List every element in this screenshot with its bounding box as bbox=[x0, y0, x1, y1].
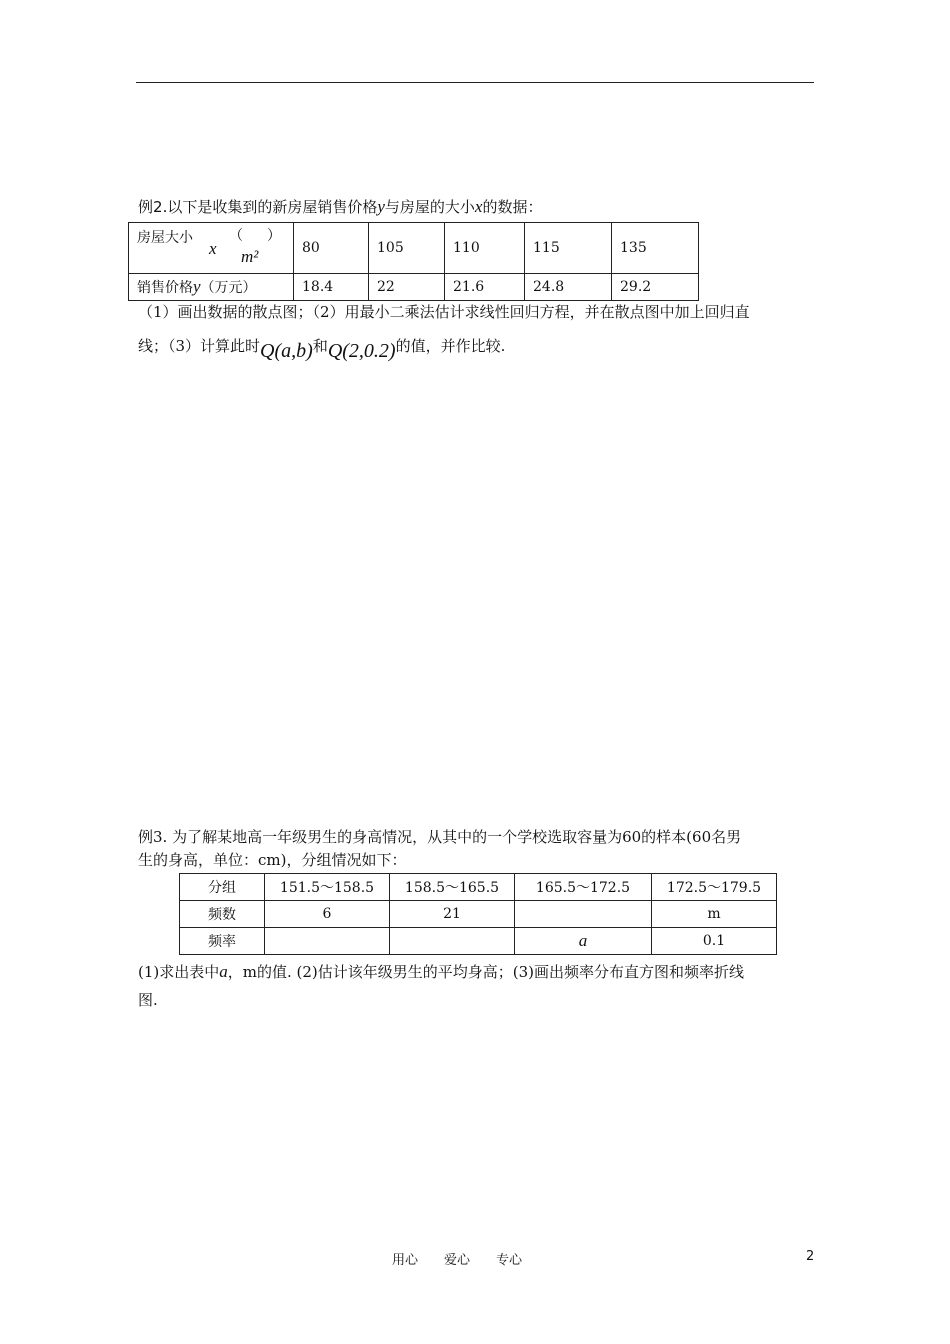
header-rule bbox=[136, 82, 814, 83]
row-header-size bbox=[129, 223, 294, 274]
example3-question-line1 bbox=[138, 962, 744, 982]
intro-text: .以下是收集到的新房屋销售价格 bbox=[162, 198, 378, 216]
header-unit: （万元） bbox=[200, 280, 257, 296]
question-text: 线；（3）计算此时 bbox=[138, 337, 261, 355]
table-header-cell: 158.5～165.5 bbox=[390, 874, 515, 901]
table-cell: 18.4 bbox=[294, 274, 369, 301]
table-cell: 135 bbox=[612, 223, 699, 274]
table-cell: 105 bbox=[369, 223, 445, 274]
header-unit: m² bbox=[241, 247, 259, 266]
example2-intro bbox=[138, 197, 542, 217]
table-cell: 29.2 bbox=[612, 274, 699, 301]
row-label-frequency: 频数 bbox=[180, 901, 265, 928]
formula-q-ab: Q(a,b) bbox=[260, 340, 313, 362]
formula-q-2-02: Q(2,0.2) bbox=[327, 340, 396, 362]
table-row bbox=[180, 928, 777, 955]
paren-open: （ bbox=[229, 228, 243, 244]
footer-center: 用心 爱心 专心 bbox=[392, 1253, 523, 1268]
example3-intro-line1: 例3. 为了解某地高一年级男生的身高情况，从其中的一个学校选取容量为60的样本(60名男 bbox=[138, 828, 742, 846]
table-header-cell: 分组 bbox=[180, 874, 265, 901]
intro-end: 的数据： bbox=[482, 198, 543, 216]
question-text: (1)求出表中 bbox=[138, 963, 220, 981]
example3-question-line2: 图. bbox=[138, 991, 158, 1009]
table-cell: 6 bbox=[265, 901, 390, 928]
table-row bbox=[180, 874, 777, 901]
header-var: x bbox=[209, 239, 217, 258]
header-label: 房屋大小 bbox=[137, 230, 193, 246]
intro-mid: 与房屋的大小 bbox=[384, 198, 475, 216]
header-label: 销售价格 bbox=[137, 280, 193, 296]
page-number: 2 bbox=[806, 1249, 815, 1264]
row-label-rate: 频率 bbox=[180, 928, 265, 955]
table-row bbox=[129, 274, 699, 301]
and-text: 和 bbox=[312, 337, 328, 355]
table-cell: 21 bbox=[390, 901, 515, 928]
table-cell bbox=[515, 901, 652, 928]
table-row bbox=[180, 901, 777, 928]
paren-close: ） bbox=[267, 228, 281, 244]
var-y: y bbox=[377, 197, 385, 216]
house-data-table bbox=[128, 222, 699, 301]
table-cell bbox=[390, 928, 515, 955]
table-cell: 110 bbox=[445, 223, 525, 274]
table-cell: 0.1 bbox=[652, 928, 777, 955]
table-cell bbox=[265, 928, 390, 955]
example2-question-line1: （1）画出数据的散点图；（2）用最小二乘法估计求线性回归方程，并在散点图中加上回归直 bbox=[138, 303, 750, 321]
table-row bbox=[129, 223, 699, 274]
question-text: 的值，并作比较. bbox=[395, 337, 506, 355]
table-cell: a bbox=[515, 928, 652, 955]
table-cell: m bbox=[652, 901, 777, 928]
row-header-price bbox=[129, 274, 294, 301]
example2-question-line2 bbox=[138, 332, 506, 362]
header-var: y bbox=[193, 277, 201, 296]
table-cell: 24.8 bbox=[525, 274, 612, 301]
var-x: x bbox=[474, 197, 483, 216]
table-header-cell: 165.5～172.5 bbox=[515, 874, 652, 901]
table-header-cell: 151.5～158.5 bbox=[265, 874, 390, 901]
example3-intro-line2: 生的身高，单位：cm)，分组情况如下： bbox=[138, 851, 407, 869]
var-a: a bbox=[219, 962, 228, 981]
table-cell: 22 bbox=[369, 274, 445, 301]
height-frequency-table bbox=[179, 873, 777, 955]
table-cell: 80 bbox=[294, 223, 369, 274]
example-number: 2 bbox=[153, 198, 163, 216]
question-text: ，m的值. (2)估计该年级男生的平均身高；(3)画出频率分布直方图和频率折线 bbox=[227, 963, 745, 981]
table-cell: 21.6 bbox=[445, 274, 525, 301]
table-header-cell: 172.5～179.5 bbox=[652, 874, 777, 901]
example-label: 例 bbox=[138, 198, 154, 216]
table-cell: 115 bbox=[525, 223, 612, 274]
